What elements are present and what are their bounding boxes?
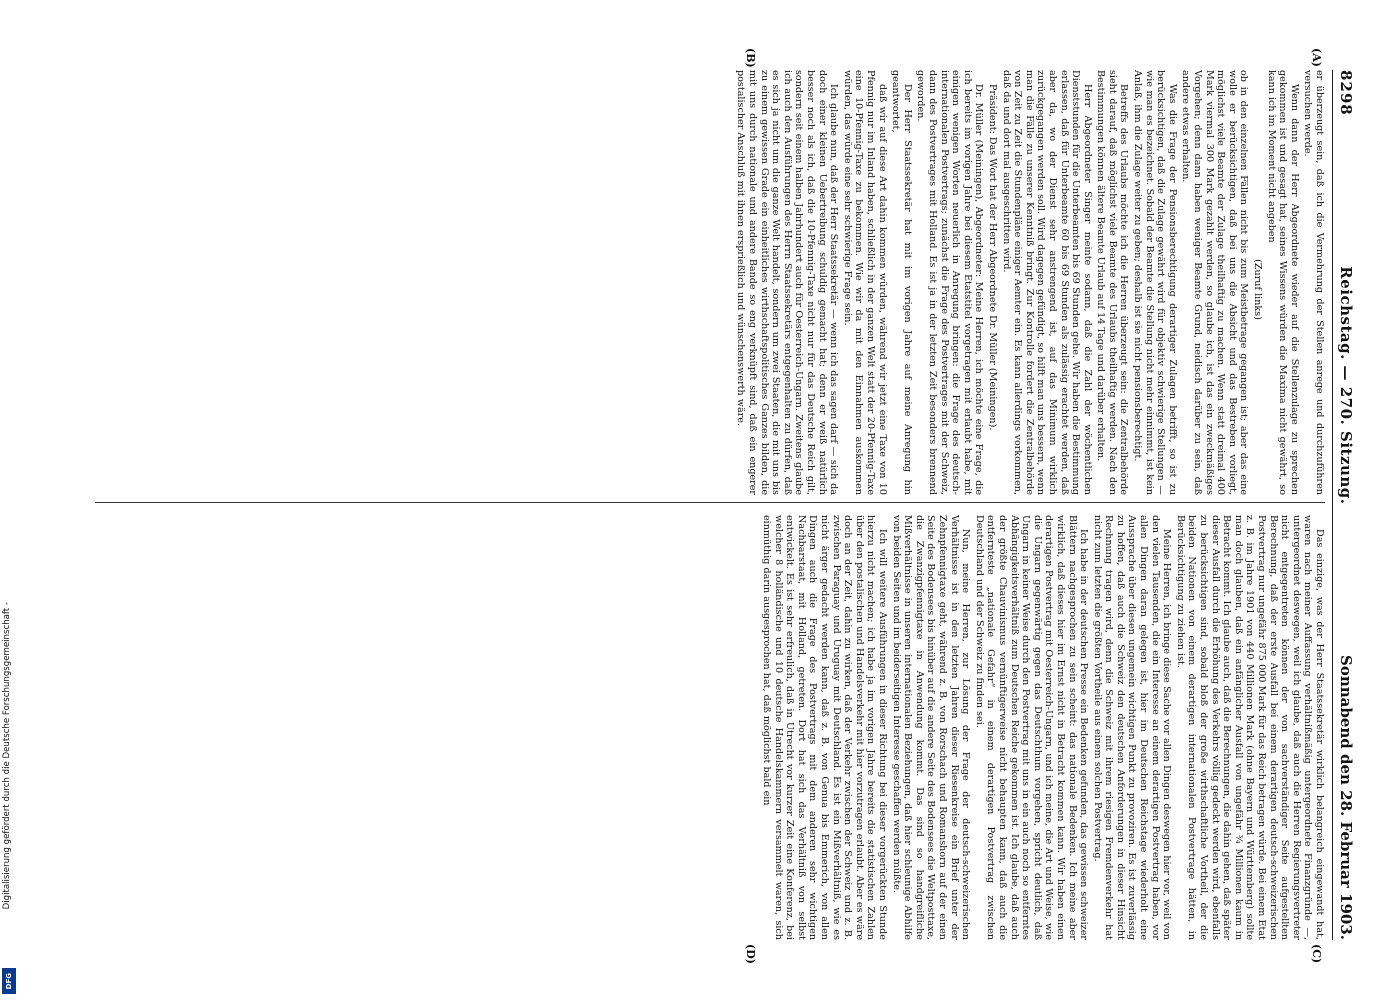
dfg-logo-text: DFG [5,972,13,990]
paragraph: Ich will weitere Ausführungen in dieser Richtung bei dieser vorgerückten Stunde hierzu nicht machen; ich habe ja im vorigen Jahre bereits die statistischen Zahlen über den postalischen und Handelsverkehr mit hier vorzutragen erlaubt. Aber es wäre doch an der Zeit, dahin zu wirken, daß der Verkehr zwischen der Schweiz und z. B. zwischen Paraguay und Uruguay mit Deutschland. Es ist ein Mißverhältniß, wie es nicht ärger gedacht werden kann, daß z. B. von Genua bis Emmerich, von allen Dingen auch die Frage des Postvertrags mit dem anderen sehr wichtigen Nachbarstaat, mit Holland, getreten. Dort hat sich das Verhältniß von selbst entwickelt. Es ist sehr erfreulich, daß in Utrecht vor kurzer Zeit eine Konferenz, bei welcher 8 holländische und 10 deutsche Handelskammern versammelt waren, sich einmüthig darin ausgesprochen hat, daß möglichst bald ein [761,515,889,940]
paragraph: Ich glaube nun, daß der Herr Staatssekretär — wenn ich das sagen darf — sich da doch einer kleinen Uebertreibung schuldig gemacht hat; denn er weiß natürlich besser noch als ich, daß die 10-Pfennig-Taxe nicht nur für das Deutsche Reich gilt, sondern seit einem halben Jahrhundert auch für Oesterreich-Ungarn. Zweitens glaube ich auch den Ausführungen des Herrn Staatssekretärs entgegenhalten zu dürfen, daß es sich ja nicht um die ganze Welt handelt, sondern um zwei Staaten, die mit uns bis zu einem gewissen Grade ein einheitliches wirthschaftspolitisches Ganzes bilden, die mit uns durch nationale und andere Bande so eng verknüpft sind, daß ein engerer postalischer Anschluß mit ihnen ersprießlich und wünschenswerth wäre. [735,70,840,495]
session-title: Reichstag. — 270. Sitzung. [1337,266,1355,505]
paragraph: Was die Frage der Pensionsberechtigung derartiger Zulagen betrifft, so ist zu berücksichtigen, daß die Zulage gewährt wird für objektiv schwierige Stellungen — wie man es bezeichnet. Sobald der Beamte die Stellung nicht mehr einnimmt, ist kein Anlaß, ihm die Zulage weiter zu geben; deshalb ist sie nicht pensionsberechtigt. [1132,70,1178,495]
paragraph: Der Herr Staatssekretär hat mit im vorigen Jahre auf meine Anregung hin geantwortet, [890,70,913,495]
page-header [1332,70,1359,940]
paragraph: Meine Herren, ich bringe diese Sache vor allen Dingen deswegen hier vor, weil von den vielen Tausenden, die ein Interesse an einem derartigen Postvertrag haben, vor allen Dingen daran gelegen ist, hier im Deutschen Reichstage wiederholt eine Aussprache über diesen ungemein wichtigen Punkt zu provoziren. Es ist zuverlässig zu hoffen, daß auch die Schweiz den deutschen Anforderungen in dieser Hinsicht Rechnung tragen wird, denn die Schweiz mit ihrem riesigen Fremdenverkehr hat nicht zum letzten die größten Vortheile aus einem solchen Postvertrag. [1091,515,1173,940]
paragraph: Wenn dann der Herr Abgeordnete wieder auf die Stellenzulage zu sprechen gekommen ist und gesagt hat, seines Wissens würden die Maxima nicht gewährt, so kann ich im Moment nicht angeben [1265,70,1300,495]
paragraph: ob in den einzelnen Fällen nicht bis zum Meistbetrage gegangen ist; aber das eine wolle er berücksichtigen, daß bei uns die Absicht und das Bestreben vorliegt, möglichst viele Beamte der Zulage theilhaftig zu machen. Wenn statt dreimal 400 Mark viermal 300 Mark gezahlt werden, so glaube ich, ist das ein zweckmäßiges Vorgehen; denn dann haben weniger Beamte Grund, neidisch darüber zu sein, daß andere etwas erhalten. [1180,70,1250,495]
president-speaker: Präsident: Das Wort hat der Herr Abgeordnete Dr. Müller (Meiningen). [986,84,998,431]
paragraph: Herr Abgeordneter Singer meinte sodann, daß die Zahl der wöchentlichen Dienststunden für die Unterbeamten bis 69 Stunden gehe. Wir haben die Bestimmung erlassen, daß für Unterbeamte 60 bis 69 Stunden als zulässig erachtet werden, daß aber da, wo der Dienst sehr anstrengend ist, auf das Minimum wirklich zurückgegangen werden soll. Wird dagegen gefündigt, so hilft man uns bessern, wenn man die Fälle zu unserer Kenntniß bringt. Zur Kontrolle fordert die Zentralbehörde von Zeit zu Zeit die Stundenpläne einiger Aemter ein. Es kann allerdings vorkommen, daß da und dort mal ausgeschritten wird. [1000,70,1093,495]
page-number: 8298 [1337,70,1355,116]
quote-paragraph: daß wir auf diese Art dahin kommen würden, während wir jetzt eine Taxe von 10 Pfennig nur im Inland haben, schließlich in der ganzen Welt statt der 20-Pfennig-Taxe eine 10-Pfennig-Taxe zu bekommen. Wie wir da mit den Einnahmen auskommen würden, das würde eine sehr schwierige Frage sein. [841,70,888,495]
caption-text: Digitalisierung gefördert durch die Deutsche Forschungsgemeinschaft - [2,602,12,910]
session-date: Sonnabend den 28. Februar 1903. [1337,655,1355,940]
marker-c: (C) [1310,944,1323,964]
paragraph: Ich habe in der deutschen Presse ein Bedenken gefunden, das gewissen schweizer Blättern nachgesprochen zu sein scheint: das nationale Bedenken. Ich meine aber wirklich, daß dieses hier im Ernst nicht in Betracht kommen kann. Wir haben einen derartigen Postvertrag mit Oesterreich-Ungarn, und ich meine, die Art und Weise, wie die Ungarn gegenwärtig gegen das Deutschthum vorgehen, spricht deutlich, daß Ungarn in keiner Weise durch den Postvertrag mit uns in ein auch noch so entferntes Abhängigkeitsverhältniß zum Deutschen Reiche gekommen ist. Ich glaube, daß auch der größte Chauvinismus vernünftigerweise nicht behaupten kann, daß auch die entfernteste „nationale Gefahr“ in einem derartigen Postvertrag zwischen Deutschland und der Schweiz zu finden sei. [973,515,1090,940]
left-column [95,70,1325,495]
digitization-caption [2,602,24,994]
right-column [95,515,1325,940]
paragraph: Betreffs des Urlaubs möchte ich die Herren überzeugt sein: die Zentralbehörde sieht darauf, daß möglichst viele Beamte des Urlaubs theilhaftig werden. Nach den Bestimmungen können ältere Beamte Urlaub auf 14 Tage und darüber erhalten. [1095,70,1130,495]
paragraph: Das einzige, was der Herr Staatssekretär wirklich belangreich eingewandt hat, waren nach meiner Auffassung verhältnißmäßig untergeordnete Finanzgründe —, untergeordnet deswegen, weil ich glaube, daß auch die Herren Regierungsvertreter nicht entgegentreten können der von sachverständiger Seite aufgestellten Berechnung, daß der erste Ausfall bei einem derartigen deutsch-schweizerischen Postvertrag nur ungefähr 875 000 Mark für das Reich betragen würde. Bei einem Etat z. B. im Jahre 1901 von 440 Millionen Mark (ohne Bayern und Württemberg) sollte man doch glauben, daß ein anfänglicher Ausfall von ungefähr ¾ Millionen kaum in Betracht kommt. Ich glaube auch, daß die Berechnungen, die dahin gehen, daß später dieser Ausfall durch die Erhöhung des Verkehrs völlig gedeckt werden wird, ebenfalls zu berücksichtigen sind, sobald bloß der große wirthschaftliche Vortheil, der die beiden Nationen von einem derartigen internationalen Postvertrage hätten, in Berücksichtigung zu ziehen ist. [1174,515,1325,940]
marker-d: (D) [744,944,757,964]
paragraph: Nun, meine Herren, zur Lösung der Frage der deutsch-schweizerischen Verhältnisse ist in den letzten Jahren dieser Riesenkreise ein Brief unter der Zehnpfennigtaxe geht, während z. B. von Rorschach und Romanshorn auf der einen Seite des Bodensees bis hinüber auf die andere Seite des Bodensees die Weltposttaxe, die Zwanzigpfennigtaxe in Anwendung kommt. Das sind so handgreifliche Mißverhältnisse in unseren internationalen Beziehungen, daß hier schleunige Abhilfe von beiden Seiten und im beiderseitigen Interesse geschaffen werden müßte. [890,515,972,940]
dfg-logo [2,968,16,994]
marker-a: (A) [1310,48,1323,67]
column-divider [95,502,1325,503]
marker-b: (B) [744,48,757,68]
paragraph: er überzeugt sein, daß ich die Vermehrung der Stellen anrege und durchzuführen versuchen werde. [1302,70,1325,495]
speaker-paragraph: Dr. Müller (Meiningen), Abgeordneter: Meine Herren, ich möchte eine Frage, die ich bereits im vorigen Jahre bei diesem Etatstitel vorgetragen mit erlaubt habe, mit einigen wenigen Worten neuerlich in Anregung bringen: die Frage des deutsch-internationalen Postvertrags; zunächst die Frage des Postvertrages mit der Schweiz, dann des Postvertrages mit Holland. Es ist ja in der letzten Zeit besonders brennend geworden. [915,70,985,495]
interjection: (Zuruf links) [1252,259,1264,320]
